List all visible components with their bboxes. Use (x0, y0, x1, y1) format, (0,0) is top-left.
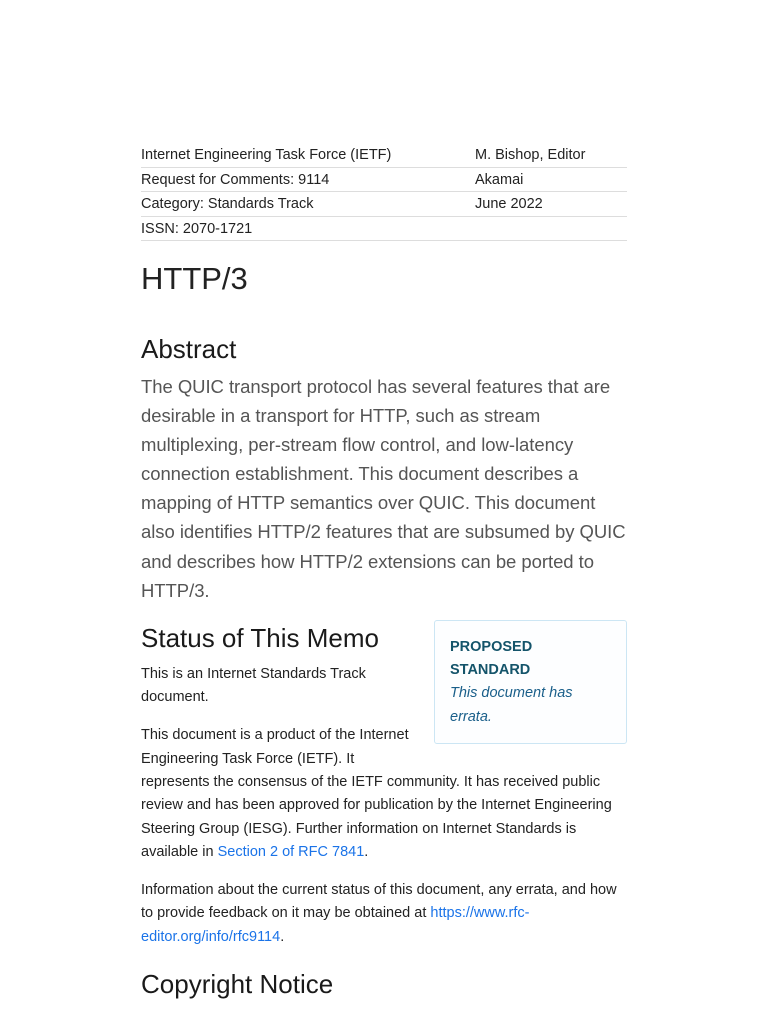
rfc-info-link[interactable]: https://www.rfc-editor.org/info/rfc9114 (141, 905, 530, 945)
meta-author: M. Bishop, Editor (475, 143, 627, 167)
document-title: HTTP/3 (141, 261, 248, 296)
document-content (141, 143, 627, 1001)
status-paragraph-2-end: . (364, 843, 369, 860)
status-heading: Status of This Memo (141, 622, 379, 653)
proposed-standard-label: PROPOSED STANDARD (450, 638, 533, 679)
meta-organization: Internet Engineering Task Force (IETF) (141, 143, 475, 167)
abstract-heading: Abstract (141, 334, 237, 364)
header-meta-table (141, 143, 627, 241)
errata-note[interactable]: This document has errata. (450, 685, 573, 725)
status-paragraph-1: This is an Internet Standards Track document. (141, 665, 366, 706)
status-section (141, 621, 627, 949)
rfc7841-link[interactable]: Section 2 of RFC 7841 (217, 843, 365, 860)
meta-empty (475, 216, 627, 241)
status-paragraph-3 (141, 879, 627, 949)
meta-rfc-number: Request for Comments: 9114 (141, 167, 475, 192)
meta-row (141, 167, 627, 192)
meta-date: June 2022 (475, 192, 627, 217)
meta-row (141, 216, 627, 241)
status-paragraph-2-text: This document is a product of the Internet Engineering Task Force (IETF). It represents the consensus of the IETF community. It has received public review and has been approved for publication by the Internet Engineering Steering Group (IESG). Further information on Internet Standards is available in (141, 727, 612, 860)
status-callout (434, 620, 627, 744)
meta-row (141, 143, 627, 167)
meta-affiliation: Akamai (475, 167, 627, 192)
abstract-text: The QUIC transport protocol has several features that are desirable in a transport for HTTP, such as stream multiplexing, per-stream flow control, and low-latency connection establishment. This document describes a mapping of HTTP semantics over QUIC. This document also identifies HTTP/2 features that are subsumed by QUIC and describes how HTTP/2 extensions can be ported to HTTP/3. (141, 376, 626, 601)
copyright-heading: Copyright Notice (141, 969, 334, 1000)
status-paragraph-3-text: Information about the current status of this document, any errata, and how to provide feedback on it may be obtained at (141, 882, 617, 922)
meta-category: Category: Standards Track (141, 192, 475, 217)
meta-issn: ISSN: 2070-1721 (141, 216, 475, 241)
meta-row (141, 192, 627, 217)
status-paragraph-3-end: . (280, 928, 285, 945)
